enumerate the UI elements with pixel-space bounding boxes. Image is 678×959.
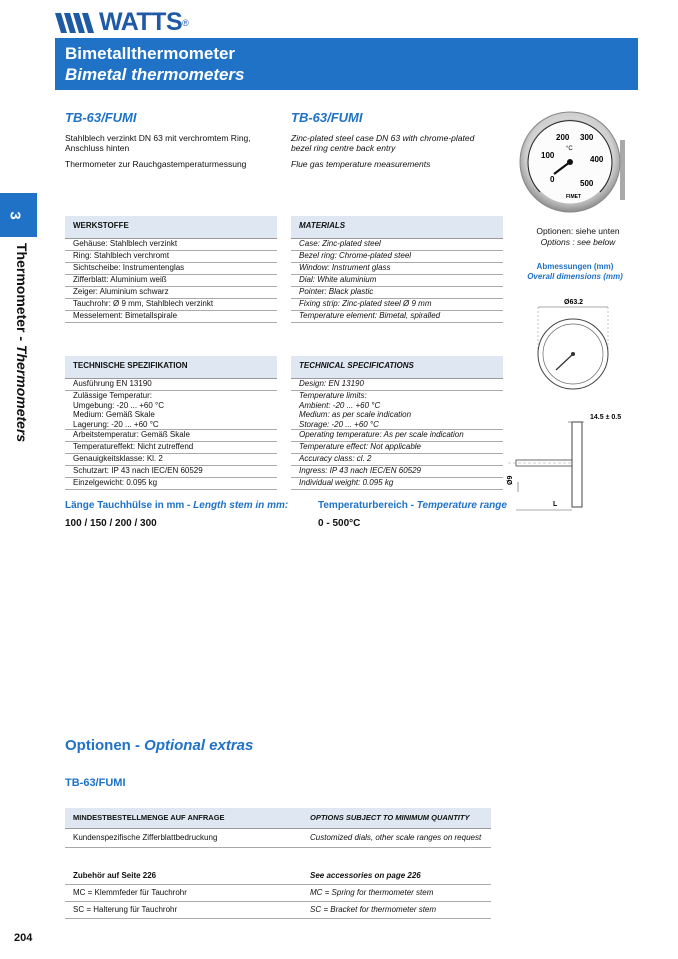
- accessories-table: [65, 868, 491, 919]
- materials-table-de: [65, 216, 277, 323]
- materials-rows-en: [291, 239, 503, 323]
- brand-name: WATTS: [99, 8, 183, 36]
- dial-brand: FIMET: [566, 194, 581, 200]
- material-row: Zeiger: Aluminium schwarz: [65, 287, 277, 299]
- material-row: Messelement: Bimetallspirale: [65, 311, 277, 323]
- specs-table-en: [291, 356, 503, 490]
- spec-row: Temperature limits: Ambient: -20 ... +60 °C Medium: as per scale indication Storage: -20 ... +60 °C: [291, 391, 503, 430]
- specs-head-de: TECHNISCHE SPEZIFIKATION: [65, 356, 277, 379]
- spec-row: Individual weight: 0.095 kg: [291, 478, 503, 490]
- watts-logo-mark-icon: [55, 11, 99, 35]
- material-row: Temperature element: Bimetal, spiralled: [291, 311, 503, 323]
- dimensions-heading: Abmessungen (mm) Overall dimensions (mm): [527, 262, 623, 281]
- description-en: Zinc-plated steel case DN 63 with chrome-plated bezel ring centre back entry Flue gas temperature measurements: [291, 133, 475, 169]
- section-side-label: [7, 243, 37, 510]
- options-note: Optionen: siehe unten Options : see below: [536, 226, 620, 247]
- material-row: Case: Zinc-plated steel: [291, 239, 503, 251]
- material-row: Zifferblatt: Aluminium weiß: [65, 275, 277, 287]
- material-row: Pointer: Black plastic: [291, 287, 503, 299]
- optional-model: TB-63/FUMI: [65, 777, 126, 789]
- material-row: Window: Instrument glass: [291, 263, 503, 275]
- stem-photo: [620, 140, 625, 200]
- options-row: Kundenspezifische Zifferblattbedruckung Customized dials, other scale ranges on request: [65, 829, 491, 848]
- spec-row: Accuracy class: cl. 2: [291, 454, 503, 466]
- thermometer-photo: [508, 110, 636, 220]
- material-row: Sichtscheibe: Instrumentenglas: [65, 263, 277, 275]
- spec-row: Zulässige Temperatur: Umgebung: -20 ... +60 °C Medium: Gemäß Skale Lagerung: -20 ... +60 °C: [65, 391, 277, 430]
- dim-stem-label: Ø9: [507, 475, 514, 485]
- spec-row: Einzelgewicht: 0.095 kg: [65, 478, 277, 490]
- model-name-de: TB-63/FUMI: [65, 110, 137, 125]
- watts-logo: [55, 8, 189, 37]
- model-name-en: TB-63/FUMI: [291, 110, 363, 125]
- materials-table-en: [291, 216, 503, 323]
- front-view-pointer: [556, 354, 573, 370]
- side-label-sep: -: [14, 336, 30, 342]
- spec-row: Ausführung EN 13190: [65, 379, 277, 391]
- section-number: 3: [6, 211, 24, 220]
- options-table-head: MINDESTBESTELLMENGE AUF ANFRAGE OPTIONS SUBJECT TO MINIMUM QUANTITY: [65, 808, 491, 829]
- dial-label-400: 400: [590, 155, 604, 164]
- options-table: [65, 808, 491, 848]
- stem-length-values: 100 / 150 / 200 / 300: [65, 518, 157, 529]
- accessories-row: SC = Halterung für Tauchrohr SC = Bracket for thermometer stem: [65, 902, 491, 919]
- temperature-range-value: 0 - 500°C: [318, 518, 361, 529]
- spec-row: Design: EN 13190: [291, 379, 503, 391]
- spec-row: Temperature effect: Not applicable: [291, 442, 503, 454]
- spec-row: Operating temperature: As per scale indication: [291, 430, 503, 442]
- side-label-en: Thermometers: [14, 344, 30, 443]
- dial-unit: °C: [566, 146, 573, 152]
- material-row: Ring: Stahlblech verchromt: [65, 251, 277, 263]
- dim-depth-label: 14.5 ± 0.5: [590, 414, 622, 421]
- stem-length-label: Länge Tauchhülse in mm - Length stem in mm:: [65, 500, 289, 511]
- accessories-head: Zubehör auf Seite 226 See accessories on page 226: [65, 868, 491, 885]
- front-view-hub: [571, 352, 575, 356]
- spec-row: Temperatureffekt: Nicht zutreffend: [65, 442, 277, 454]
- optional-extras-title: Optionen - Optional extras: [65, 737, 254, 754]
- description-de: Stahlblech verzinkt DN 63 mit verchromtem Ring, Anschluss hinten Thermometer zur Rauchgastemperaturmessung: [65, 133, 251, 169]
- page-title-en: Bimetal thermometers: [65, 65, 245, 84]
- specs-head-en: TECHNICAL SPECIFICATIONS: [291, 356, 503, 379]
- spec-row: Ingress: IP 43 nach IEC/EN 60529: [291, 466, 503, 478]
- materials-head-en: MATERIALS: [291, 216, 503, 239]
- materials-rows-de: [65, 239, 277, 323]
- pointer-hub: [567, 159, 573, 165]
- dim-diameter-label: Ø63.2: [564, 299, 584, 306]
- dial-label-100: 100: [541, 151, 555, 160]
- dial-label-500: 500: [580, 179, 594, 188]
- dimension-drawing: [508, 292, 638, 522]
- accessories-row: MC = Klemmfeder für Tauchrohr MC = Spring for thermometer stem: [65, 885, 491, 902]
- side-view-case: [572, 422, 582, 507]
- dial-label-300: 300: [580, 133, 594, 142]
- dim-length-label: L: [553, 501, 558, 508]
- brand-reg: ®: [182, 17, 189, 28]
- side-label-de: Thermometer: [14, 243, 30, 333]
- spec-row: Arbeitstemperatur: Gemäß Skale: [65, 430, 277, 442]
- material-row: Tauchrohr: Ø 9 mm, Stahlblech verzinkt: [65, 299, 277, 311]
- material-row: Fixing strip: Zinc-plated steel Ø 9 mm: [291, 299, 503, 311]
- materials-head-de: WERKSTOFFE: [65, 216, 277, 239]
- dial-label-200: 200: [556, 133, 570, 142]
- specs-table-de: [65, 356, 277, 490]
- spec-row: Genauigkeitsklasse: Kl. 2: [65, 454, 277, 466]
- page-number: 204: [14, 932, 33, 944]
- material-row: Bezel ring: Chrome-plated steel: [291, 251, 503, 263]
- material-row: Dial: White aluminium: [291, 275, 503, 287]
- temperature-range-label: Temperaturbereich - Temperature range: [318, 500, 507, 511]
- section-tab: [0, 193, 37, 237]
- material-row: Gehäuse: Stahlblech verzinkt: [65, 239, 277, 251]
- page-title-de: Bimetallthermometer: [65, 44, 236, 63]
- title-banner: [55, 38, 638, 90]
- spec-row: Schutzart: IP 43 nach IEC/EN 60529: [65, 466, 277, 478]
- dial-label-0: 0: [550, 175, 555, 184]
